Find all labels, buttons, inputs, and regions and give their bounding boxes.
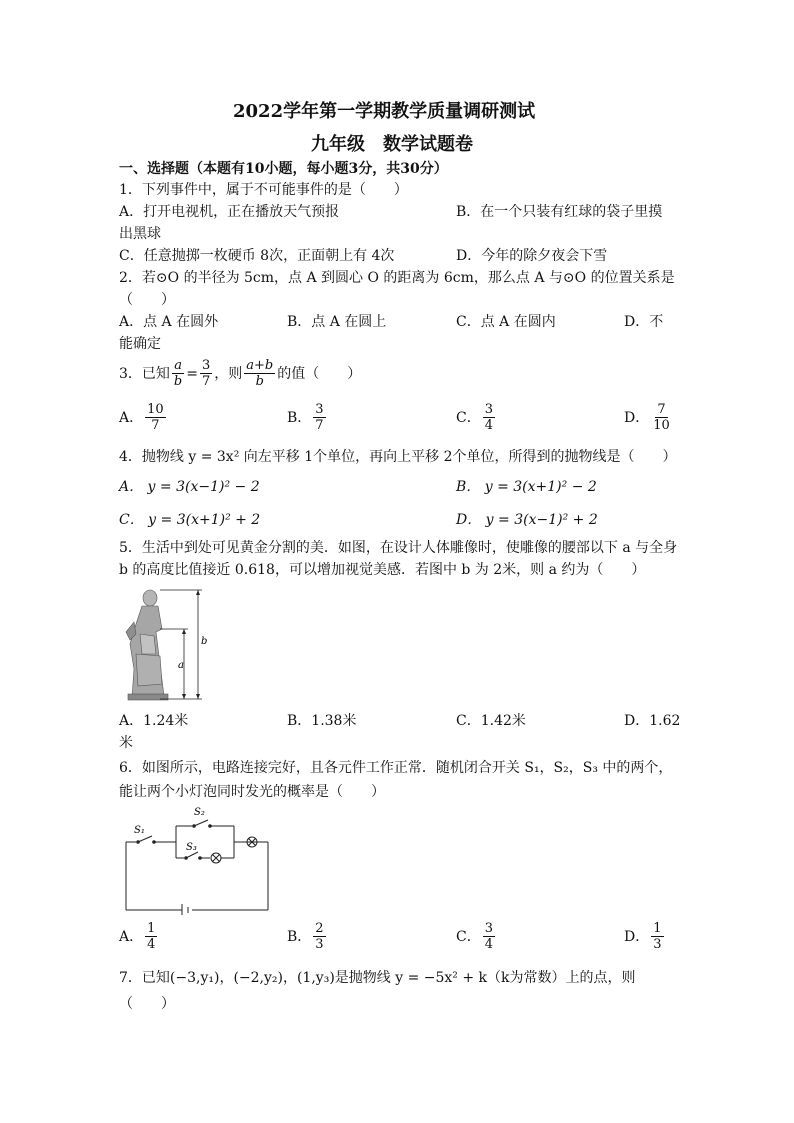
question-2-stem-cont: （ ） <box>119 292 175 308</box>
fraction-denominator: b <box>173 374 183 389</box>
option-fraction <box>145 921 157 952</box>
question-5-option-d: D．1.62 <box>624 713 681 729</box>
option-fraction <box>483 921 495 952</box>
option-fraction <box>313 921 325 952</box>
option-fraction <box>651 921 663 952</box>
fraction-numerator: 3 <box>201 358 211 373</box>
question-4-option-a: A． y = 3(x−1)² − 2 <box>119 479 260 495</box>
fraction-denominator: 7 <box>151 418 160 433</box>
fraction-numerator: 1 <box>147 921 156 936</box>
fraction-denominator: 7 <box>201 374 211 389</box>
question-2-option-d: D．不 <box>624 314 664 330</box>
question-1-option-d: D．今年的除夕夜会下雪 <box>456 248 608 264</box>
question-5-stem-cont: b 的高度比值接近 0.618，可以增加视觉美感．若图中 b 为 2米，则 a 约为（ ） <box>119 562 646 578</box>
fraction-a-over-b <box>172 358 184 389</box>
fraction-numerator: 10 <box>147 402 164 417</box>
option-letter: A． <box>119 409 144 426</box>
question-7-stem: 7．已知(−3,y₁)，(−2,y₂)，(1,y₃)是抛物线 y = −5x² + k（k为常数）上的点，则 <box>119 970 636 986</box>
question-3-option-c <box>456 402 497 433</box>
statue-silhouette <box>126 590 168 700</box>
option-letter: A． <box>119 928 144 945</box>
option-fraction <box>483 402 495 433</box>
question-3-option-a <box>119 402 168 433</box>
fraction-denominator: 7 <box>315 418 324 433</box>
fraction-denominator: b <box>255 374 264 389</box>
question-3-option-b <box>287 402 328 433</box>
fraction-3-over-7 <box>200 358 212 389</box>
question-5-option-b: B．1.38米 <box>287 713 357 729</box>
question-4-option-d: D． y = 3(x−1)² + 2 <box>456 512 598 528</box>
question-4-option-b: B． y = 3(x+1)² − 2 <box>456 479 597 495</box>
fraction-numerator: 7 <box>657 402 666 417</box>
fraction-numerator: a+b <box>246 358 274 373</box>
fraction-a-plus-b-over-b <box>244 358 275 389</box>
fraction-numerator: a <box>174 358 182 373</box>
question-3-stem <box>119 358 361 389</box>
label-a: a <box>178 660 184 671</box>
switch-s2-label: S₂ <box>194 807 205 818</box>
circuit-diagram <box>122 800 277 915</box>
option-letter: C． <box>456 409 481 426</box>
page-title: 2022学年第一学期教学质量调研测试 <box>233 101 536 122</box>
question-3-pre: 3．已知 <box>119 365 170 382</box>
question-6-stem-cont: 能让两个小灯泡同时发光的概率是（ ） <box>119 784 385 800</box>
question-1-option-b: B．在一个只装有红球的袋子里摸 <box>456 204 663 220</box>
option-letter: D． <box>624 409 650 426</box>
question-2-option-a: A．点 A 在圆外 <box>119 314 219 330</box>
fraction-denominator: 4 <box>147 937 156 952</box>
question-6-stem: 6．如图所示，电路连接完好，且各元件工作正常．随机闭合开关 S₁，S₂，S₃ 中的两个， <box>119 760 673 776</box>
equals-sign: = <box>186 365 198 382</box>
option-letter: B． <box>287 928 312 945</box>
statue-figure <box>120 584 220 704</box>
question-5-stem: 5．生活中到处可见黄金分割的美．如图，在设计人体雕像时，使雕像的腰部以下 a 与全身 <box>119 540 678 556</box>
question-2-option-c: C．点 A 在圆内 <box>456 314 556 330</box>
question-2-option-d-cont: 能确定 <box>119 336 161 352</box>
option-letter: C． <box>456 928 481 945</box>
question-3-option-d <box>624 402 674 433</box>
question-1-option-a: A．打开电视机，正在播放天气预报 <box>119 204 340 220</box>
question-2-option-b: B．点 A 在圆上 <box>287 314 387 330</box>
option-fraction <box>145 402 166 433</box>
fraction-numerator: 3 <box>315 402 324 417</box>
section-heading: 一、选择题（本题有10小题，每小题3分，共30分） <box>119 161 448 177</box>
question-5-option-c: C．1.42米 <box>456 713 526 729</box>
question-4-option-c: C． y = 3(x+1)² + 2 <box>119 512 261 528</box>
question-4-stem: 4．抛物线 y = 3x² 向左平移 1个单位，再向上平移 2个单位，所得到的抛物线是（ ） <box>119 449 677 465</box>
page-subtitle: 九年级 数学试题卷 <box>311 134 473 155</box>
fraction-numerator: 2 <box>315 921 324 936</box>
option-fraction <box>313 402 325 433</box>
question-1-option-c: C．任意抛掷一枚硬币 8次，正面朝上有 4次 <box>119 248 395 264</box>
question-6-option-c <box>456 921 497 952</box>
question-5-option-d-cont: 米 <box>119 735 133 751</box>
fraction-denominator: 3 <box>315 937 324 952</box>
label-b: b <box>201 636 208 647</box>
fraction-denominator: 3 <box>653 937 662 952</box>
fraction-denominator: 4 <box>484 418 493 433</box>
option-letter: B． <box>287 409 312 426</box>
question-5-option-a: A．1.24米 <box>119 713 189 729</box>
fraction-denominator: 4 <box>484 937 493 952</box>
fraction-numerator: 1 <box>653 921 662 936</box>
question-6-option-d <box>624 921 666 952</box>
question-6-option-a <box>119 921 159 952</box>
option-fraction <box>651 402 672 433</box>
fraction-denominator: 10 <box>653 418 670 433</box>
question-7-stem-cont: （ ） <box>119 996 175 1012</box>
question-3-mid: ，则 <box>214 365 243 382</box>
question-3-post: 的值（ ） <box>277 365 362 382</box>
switch-s3-label: S₃ <box>186 842 197 853</box>
question-1-option-b-cont: 出黑球 <box>119 226 161 242</box>
question-2-stem: 2．若⊙O 的半径为 5cm，点 A 到圆心 O 的距离为 6cm，那么点 A 与⊙O 的位置关系是 <box>119 270 675 286</box>
switch-s1-label: S₁ <box>134 825 145 836</box>
option-letter: D． <box>624 928 650 945</box>
question-6-option-b <box>287 921 328 952</box>
fraction-numerator: 3 <box>484 402 493 417</box>
fraction-numerator: 3 <box>484 921 493 936</box>
question-1-stem: 1．下列事件中，属于不可能事件的是（ ） <box>119 182 408 198</box>
